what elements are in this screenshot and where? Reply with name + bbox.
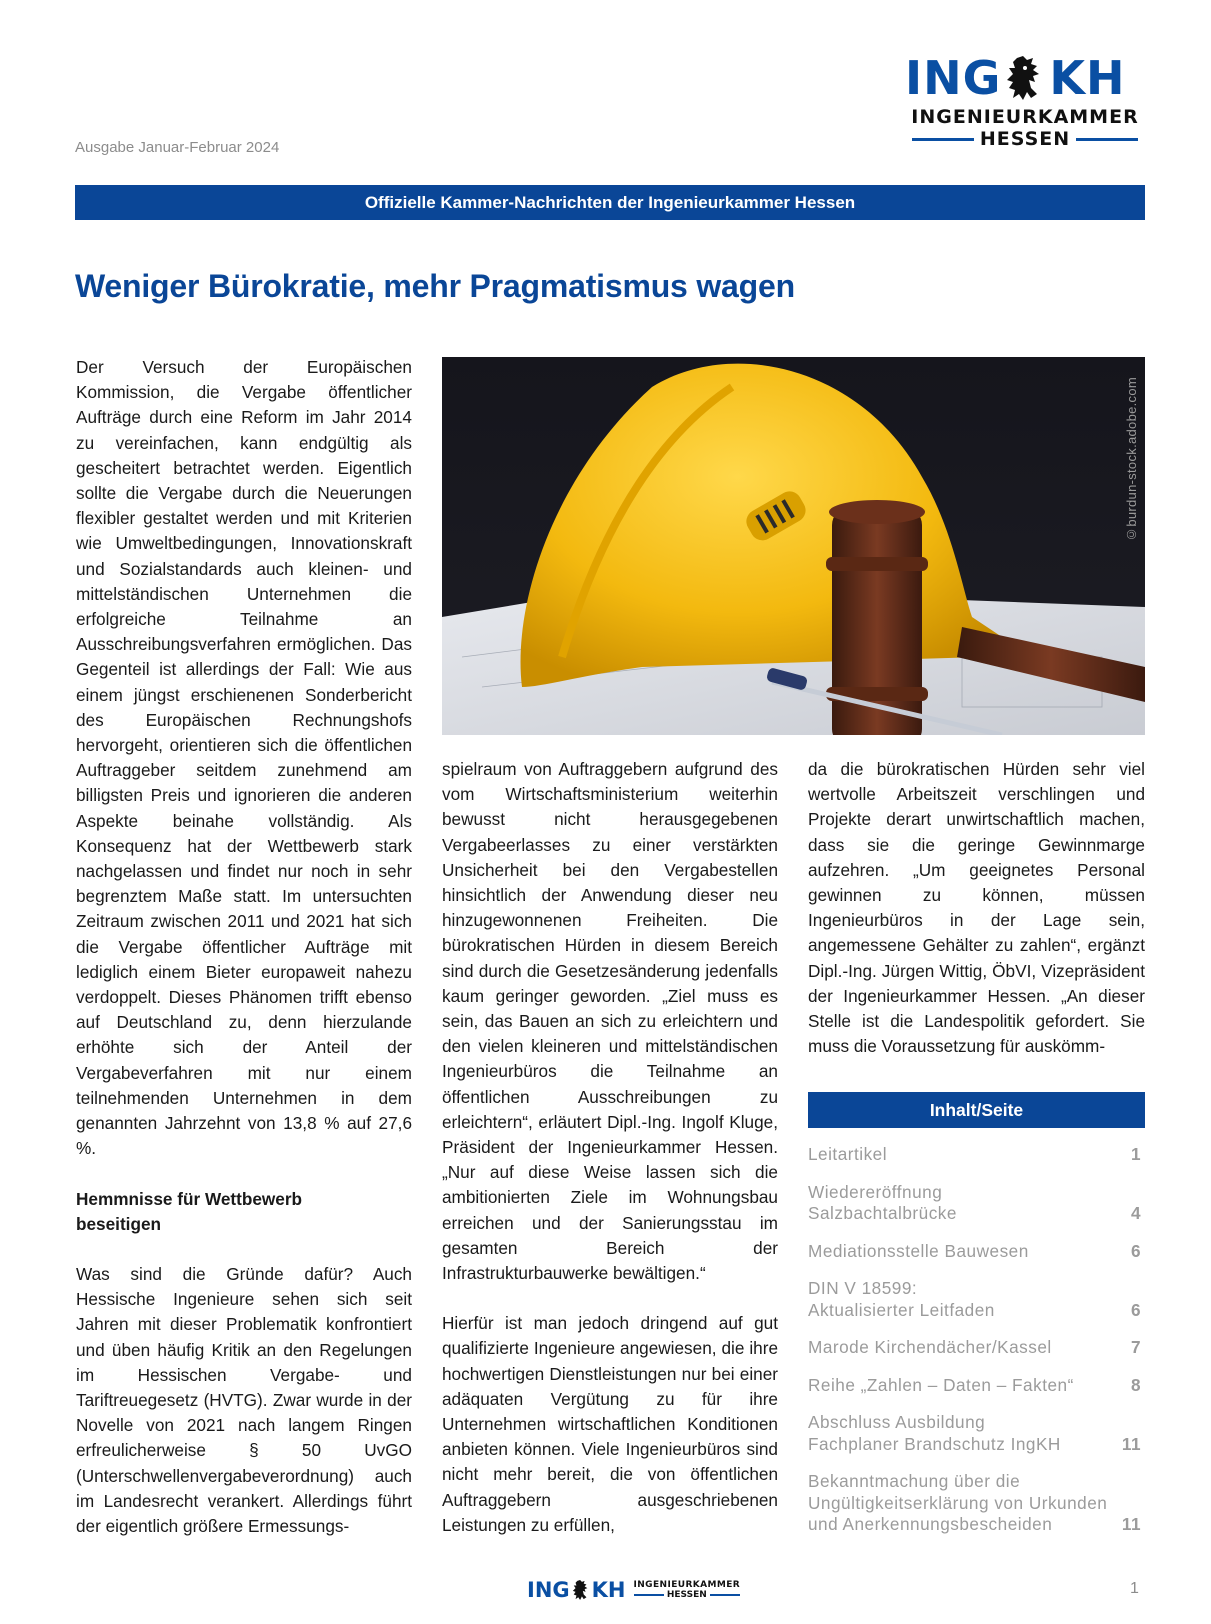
toc-item[interactable] [808,1471,1145,1536]
photo-credit: ©burdun-stock.adobe.com [1124,377,1139,542]
article-column-1 [76,355,412,1539]
footer-logo-abbr-left: ING [527,1578,570,1602]
logo-name-line2-row [905,128,1145,150]
footer-logo-rule-right [710,1594,740,1596]
toc-item-page: 6 [1130,1240,1141,1261]
logo-rule-right [1076,138,1138,141]
article-photo [442,357,1145,735]
footer-logo-rule-left [634,1594,664,1596]
paragraph: Hierfür ist man jedoch dringend auf gut qualifizierte Ingenieure angewiesen, die ihre hochwertigen Dienstleistungen nur bei einer adäquaten Vergütung zu für ihre Unternehmen wirtschaftlichen Konditionen anbieten können. Viele Ingenieurbüros sind nicht mehr bereit, die von öffentlichen Auftraggebern ausgeschriebenen Leistungen zu erfüllen, [442,1313,778,1535]
paragraph: da die bürokratischen Hürden sehr viel wertvolle Arbeitszeit verschlingen und Projekte derart unwirtschaftlich machen, dass sie die geringe Gewinnmarge aufzehren. „Um geeignetes Personal gewinnen zu können, müssen Ingenieurbüros in der Lage sein, angemessene Gehälter zu zahlen“, ergänzt Dipl.-Ing. Jürgen Wittig, ÖbVI, Vizepräsident der Ingenieurkammer Hessen. „An dieser Stelle ist die Landespolitik gefordert. Sie muss die Voraussetzung für auskömm- [808,759,1145,1057]
footer-logo-name-line2-row [634,1590,740,1600]
toc-item-title: DIN V 18599: Aktualisierter Leitfaden [808,1278,995,1320]
toc-item[interactable] [808,1144,1145,1166]
paragraph: Was sind die Gründe dafür? Auch Hessische Ingenieure sehen sich seit Jahren mit dieser Problematik konfrontiert und üben häufig Kritik an den Regelungen im Hessischen Vergabe- und Tariftreuegesetz (HVTG). Zwar wurde in der Novelle von 2021 nach langem Ringen erfreulicherweise § 50 UvGO (Unterschwellenvergabeverordnung) auch im Landesrecht verankert. Allerdings führt der eigentlich größere Ermessungs- [76,1263,412,1536]
logo-name-line1: INGENIEURKAMMER [911,106,1139,128]
page-number: 1 [1130,1580,1139,1597]
logo-rule-left [912,138,974,141]
article-column-2 [442,757,778,1538]
hessian-lion-icon [1003,54,1047,102]
toc-item-page: 4 [1130,1203,1141,1223]
hardhat-gavel-image [442,357,1145,735]
toc-item[interactable] [808,1412,1145,1455]
hessian-lion-icon [571,1579,591,1601]
subheading-line: Hemmnisse für Wettbewerb [76,1188,303,1209]
toc-item-title: Mediationsstelle Bauwesen [808,1240,1029,1261]
subheading-line: beseitigen [76,1213,162,1234]
footer-logo [527,1578,740,1602]
toc-item-title: Marode Kirchendächer/Kassel [808,1337,1052,1357]
toc-item-title: Bekanntmachung über die Ungültigkeitserklärung von Urkunden und Anerkennungsbescheiden [808,1471,1108,1534]
toc-item-page: 11 [1121,1433,1141,1454]
subheading [76,1187,412,1237]
footer-logo-abbr-right: KH [591,1578,626,1602]
toc-item[interactable] [808,1278,1145,1321]
toc-item-title: Abschluss Ausbildung Fachplaner Brandschutz IngKH [808,1412,1061,1454]
footer-logo-name-line2: HESSEN [666,1590,707,1600]
toc-item[interactable] [808,1182,1145,1225]
toc-item-page: 11 [1121,1514,1141,1534]
paragraph: spielraum von Auftraggebern aufgrund des vom Wirtschaftsministerium weiterhin bewusst nicht herausgegebenen Vergabeerlasses zu einer verstärkten Unsicherheit bei den Vergabestellen hinsichtlich der Anwendung dieser neu hinzugewonnenen Freiheiten. Die bürokratischen Hürden in diesem Bereich sind durch die Gesetzesänderung jedenfalls kaum geringer geworden. „Ziel muss es sein, das Bauen an sich zu erleichtern und den vielen kleineren und mittelständischen Ingenieurbüros die Teilnahme an öffentlichen Ausschreibungen zu erleichtern“, erläutert Dipl.-Ing. Ingolf Kluge, Präsident der Ingenieurkammer Hessen. „Nur auf diese Weise lassen sich die ambitionierten Ziele im Wohnungsbau erreichen und der Sanierungsstau im gesamten Bereich der Infrastrukturbauwerke bewältigen.“ [442,759,778,1284]
toc-item-page: 7 [1130,1337,1141,1357]
logo-name-line2: HESSEN [979,128,1071,150]
toc-item-title: Reihe „Zahlen – Daten – Fakten“ [808,1374,1074,1395]
toc-item-page: 1 [1130,1144,1141,1164]
logo-abbr-left: ING [905,51,1002,105]
toc-item[interactable] [808,1337,1145,1359]
article-title: Weniger Bürokratie, mehr Pragmatismus wagen [75,268,795,304]
toc-item-page: 8 [1130,1374,1141,1395]
toc-item-title: Leitartikel [808,1144,888,1164]
ingkh-logo [905,52,1145,157]
toc-item-page: 6 [1130,1299,1141,1320]
table-of-contents [808,1092,1145,1536]
article-column-3 [808,757,1145,1059]
footer-logo-name-line1: INGENIEURKAMMER [633,1580,741,1590]
logo-abbr-right: KH [1049,51,1126,105]
issue-date: Ausgabe Januar-Februar 2024 [75,139,280,156]
toc-item[interactable] [808,1241,1145,1263]
toc-item[interactable] [808,1375,1145,1397]
paragraph: Der Versuch der Europäischen Kommission, die Vergabe öffentlicher Aufträge durch eine Reform im Jahr 2014 zu vereinfachen, kann endgültig als gescheitert betrachtet werden. Eigentlich sollte die Vergabe durch die Neuerungen flexibler gestaltet werden und mit Kriterien wie Umweltbedingungen, Innovationskraft und Sozialstandards auch kleinen- und mittelständischen Unternehmen die erfolgreiche Teilnahme an Ausschreibungsverfahren ermöglichen. Das Gegenteil ist allerdings der Fall: Wie aus einem jüngst erschienenen Sonderbericht des Europäischen Rechnungshofs hervorgeht, orientieren sich die öffentlichen Auftraggeber seitdem zunehmend am billigsten Preis und ignorieren die anderen Aspekte beinahe vollständig. Als Konsequenz hat der Wettbewerb stark nachgelassen und findet nur noch in sehr begrenztem Maße statt. Im untersuchten Zeitraum zwischen 2011 und 2021 hat sich die Vergabe öffentlicher Aufträge mit lediglich einem Bieter europaweit nahezu verdoppelt. Dieses Phänomen trifft ebenso auf Deutschland zu, denn hierzulande erhöhte sich der Anteil der Vergabeverfahren mit nur einem teilnehmenden Unternehmen in dem genannten Jahrzehnt von 13,8 % auf 27,6 %. [76,357,412,1159]
header-banner: Offizielle Kammer-Nachrichten der Ingenieurkammer Hessen [75,185,1145,220]
toc-heading: Inhalt/Seite [808,1092,1145,1128]
footer-logo-name [634,1580,741,1600]
toc-item-title: Wiedereröffnung Salzbachtalbrücke [808,1181,957,1223]
